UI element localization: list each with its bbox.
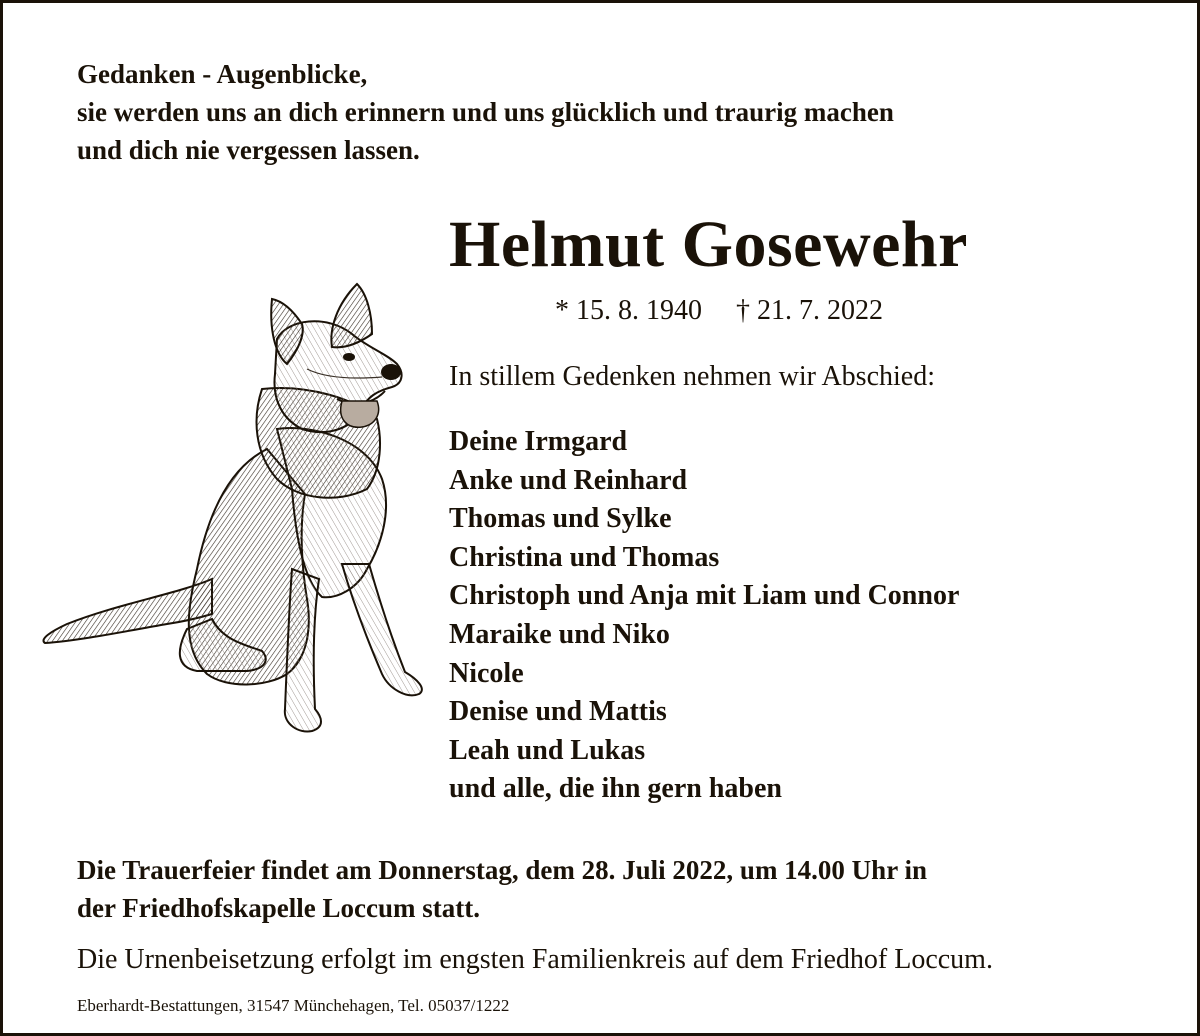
mourner-entry: Maraike und Niko (449, 618, 670, 650)
deceased-name: Helmut Gosewehr (449, 208, 968, 281)
service-line: der Friedhofskapelle Loccum statt. (77, 893, 480, 923)
mourner-entry: Nicole (449, 657, 524, 689)
mourner-entry: Denise und Mattis (449, 696, 667, 728)
german-shepherd-dog-drawing-icon (37, 279, 427, 745)
mourner-entry: Anke und Reinhard (449, 464, 688, 496)
mourners-list (449, 423, 959, 809)
mourner-entry: Leah und Lukas (449, 734, 646, 766)
service-line: Die Trauerfeier findet am Donnerstag, dem 28. Juli 2022, um 14.00 Uhr in (77, 855, 927, 885)
intro-line: Gedanken - Augenblicke, (77, 59, 368, 89)
intro-line: sie werden uns an dich erinnern und uns glücklich und traurig machen (77, 97, 894, 127)
urn-burial-note: Die Urnenbeisetzung erfolgt im engsten Familienkreis auf dem Friedhof Loccum. (77, 944, 993, 975)
mourner-entry: Deine Irmgard (449, 426, 628, 457)
mourner-entry: Christina und Thomas (449, 541, 720, 573)
death-date: † 21. 7. 2022 (736, 295, 883, 326)
birth-date: * 15. 8. 1940 (555, 295, 702, 326)
mourner-entry: und alle, die ihn gern haben (449, 773, 782, 805)
mourner-entry: Thomas und Sylke (449, 503, 672, 535)
life-dates (555, 295, 883, 327)
undertaker-footer: Eberhardt-Bestattungen, 31547 Münchehagen, Tel. 05037/1222 (77, 996, 510, 1015)
funeral-service-info (77, 851, 927, 927)
farewell-text: In stillem Gedenken nehmen wir Abschied: (449, 361, 935, 392)
mourner-entry: Christoph und Anja mit Liam und Connor (449, 580, 960, 612)
intro-line: und dich nie vergessen lassen. (77, 135, 420, 165)
intro-verse (77, 55, 894, 169)
